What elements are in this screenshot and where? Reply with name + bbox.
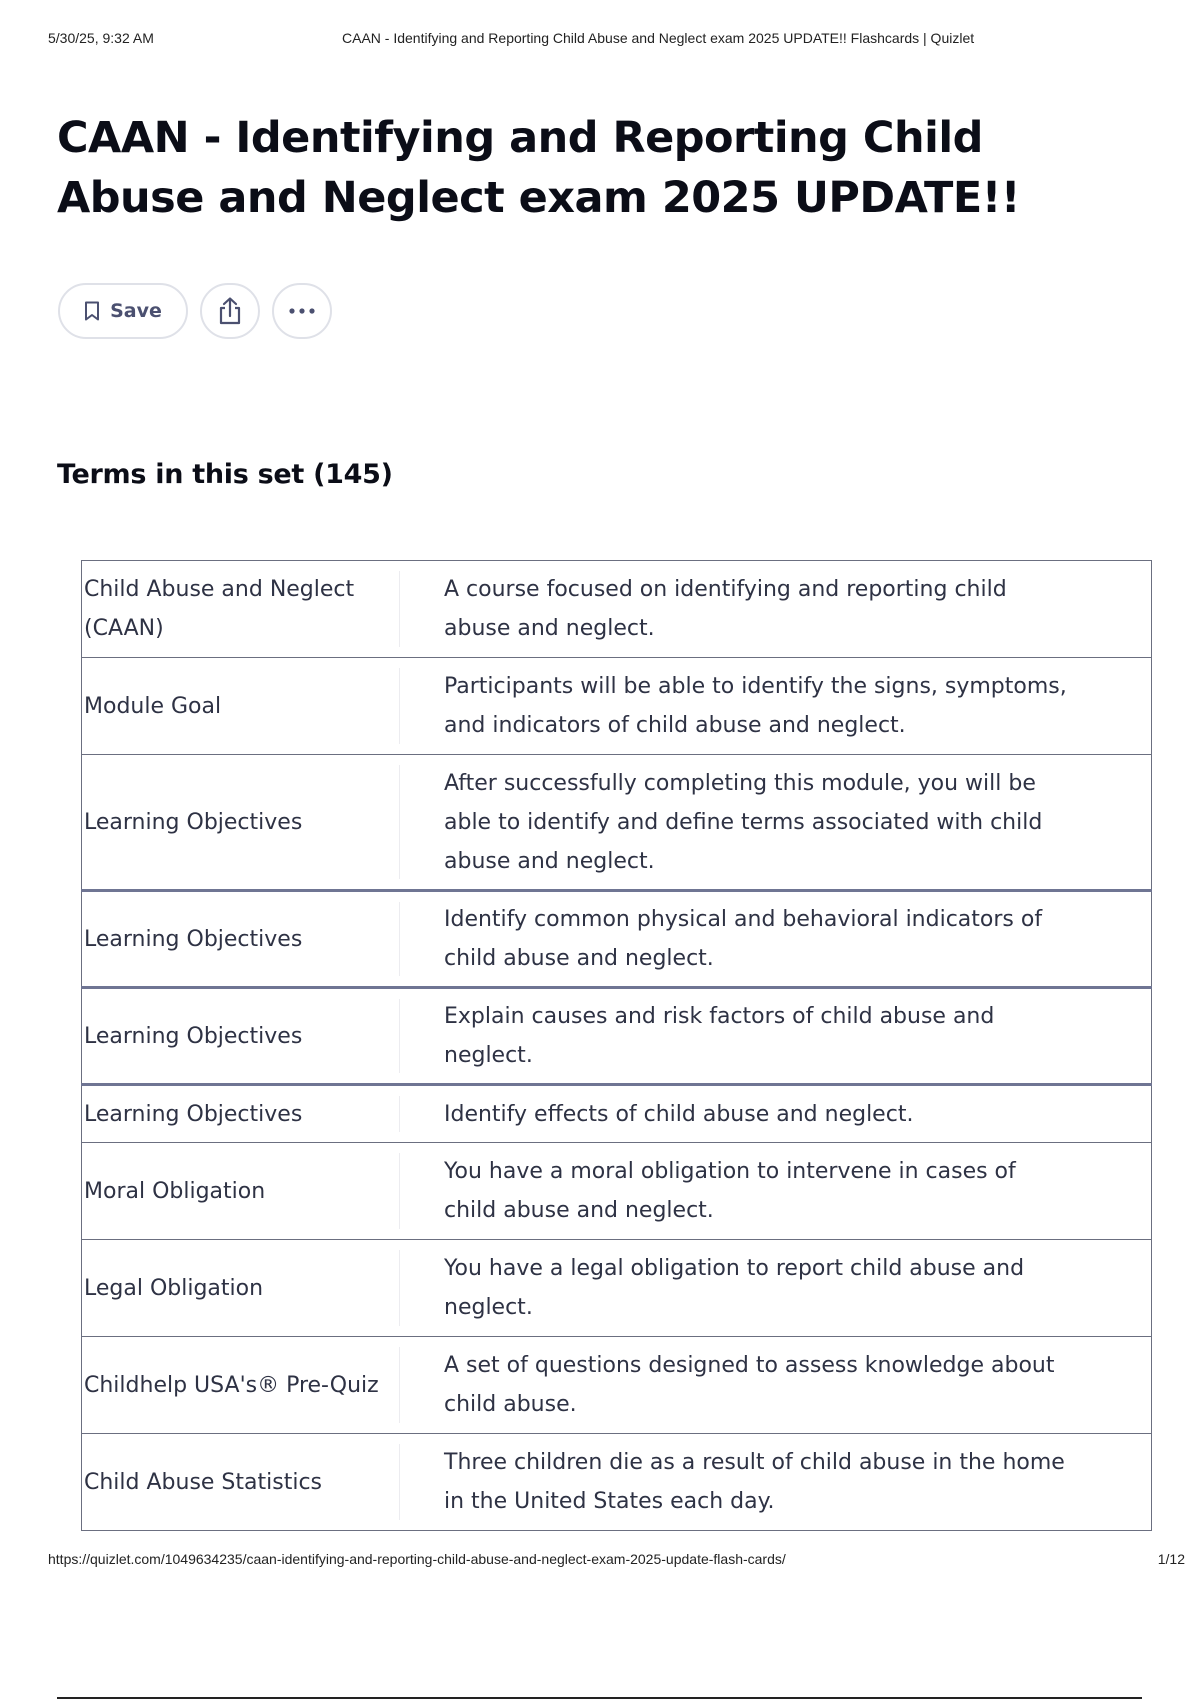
table-row <box>82 755 1152 891</box>
term-cell: Child Abuse Statistics <box>82 1434 401 1531</box>
save-button[interactable] <box>58 283 188 339</box>
table-row <box>82 658 1152 755</box>
bookmark-icon <box>84 301 100 321</box>
table-row <box>82 988 1152 1085</box>
term-cell: Moral Obligation <box>82 1143 401 1240</box>
table-row <box>82 891 1152 988</box>
definition-cell: You have a legal obligation to report child abuse and neglect. <box>400 1240 1152 1337</box>
terms-heading: Terms in this set (145) <box>57 459 393 490</box>
print-footer <box>48 1551 1185 1571</box>
page-title: CAAN - Identifying and Reporting Child Abuse and Neglect exam 2025 UPDATE!! <box>57 113 1020 223</box>
table-row <box>82 1240 1152 1337</box>
table-row <box>82 1337 1152 1434</box>
definition-cell: Identify effects of child abuse and neglect. <box>400 1085 1152 1143</box>
share-icon <box>217 297 243 325</box>
save-label: Save <box>110 300 162 322</box>
print-url: https://quizlet.com/1049634235/caan-identifying-and-reporting-child-abuse-and-neglect-exam-2025-update-flash-cards/ <box>48 1551 786 1567</box>
term-cell: Learning Objectives <box>82 988 401 1085</box>
divider <box>57 1697 1142 1699</box>
table-row <box>82 561 1152 658</box>
term-cell: Module Goal <box>82 658 401 755</box>
print-date: 5/30/25, 9:32 AM <box>48 30 154 46</box>
table-row <box>82 1143 1152 1240</box>
definition-cell: After successfully completing this module, you will be able to identify and define terms associated with child abuse and neglect. <box>400 755 1152 891</box>
term-cell: Child Abuse and Neglect (CAAN) <box>82 561 401 658</box>
set-actions <box>58 283 332 339</box>
term-cell: Learning Objectives <box>82 891 401 988</box>
table-row <box>82 1434 1152 1531</box>
table-row <box>82 1085 1152 1143</box>
print-header <box>48 30 1152 50</box>
terms-table <box>81 560 1152 1531</box>
definition-cell: Three children die as a result of child abuse in the home in the United States each day. <box>400 1434 1152 1531</box>
term-cell: Legal Obligation <box>82 1240 401 1337</box>
term-cell: Learning Objectives <box>82 1085 401 1143</box>
share-button[interactable] <box>200 283 260 339</box>
term-cell: Childhelp USA's® Pre-Quiz <box>82 1337 401 1434</box>
page-number: 1/12 <box>1157 1551 1185 1567</box>
more-horizontal-icon <box>288 307 316 315</box>
definition-cell: You have a moral obligation to intervene in cases of child abuse and neglect. <box>400 1143 1152 1240</box>
more-options-button[interactable] <box>272 283 332 339</box>
print-page-title: CAAN - Identifying and Reporting Child Abuse and Neglect exam 2025 UPDATE!! Flashcards | Quizlet <box>342 30 975 46</box>
definition-cell: A set of questions designed to assess knowledge about child abuse. <box>400 1337 1152 1434</box>
term-cell: Learning Objectives <box>82 755 401 891</box>
definition-cell: Explain causes and risk factors of child abuse and neglect. <box>400 988 1152 1085</box>
definition-cell: Participants will be able to identify the signs, symptoms, and indicators of child abuse and neglect. <box>400 658 1152 755</box>
definition-cell: A course focused on identifying and reporting child abuse and neglect. <box>400 561 1152 658</box>
definition-cell: Identify common physical and behavioral indicators of child abuse and neglect. <box>400 891 1152 988</box>
